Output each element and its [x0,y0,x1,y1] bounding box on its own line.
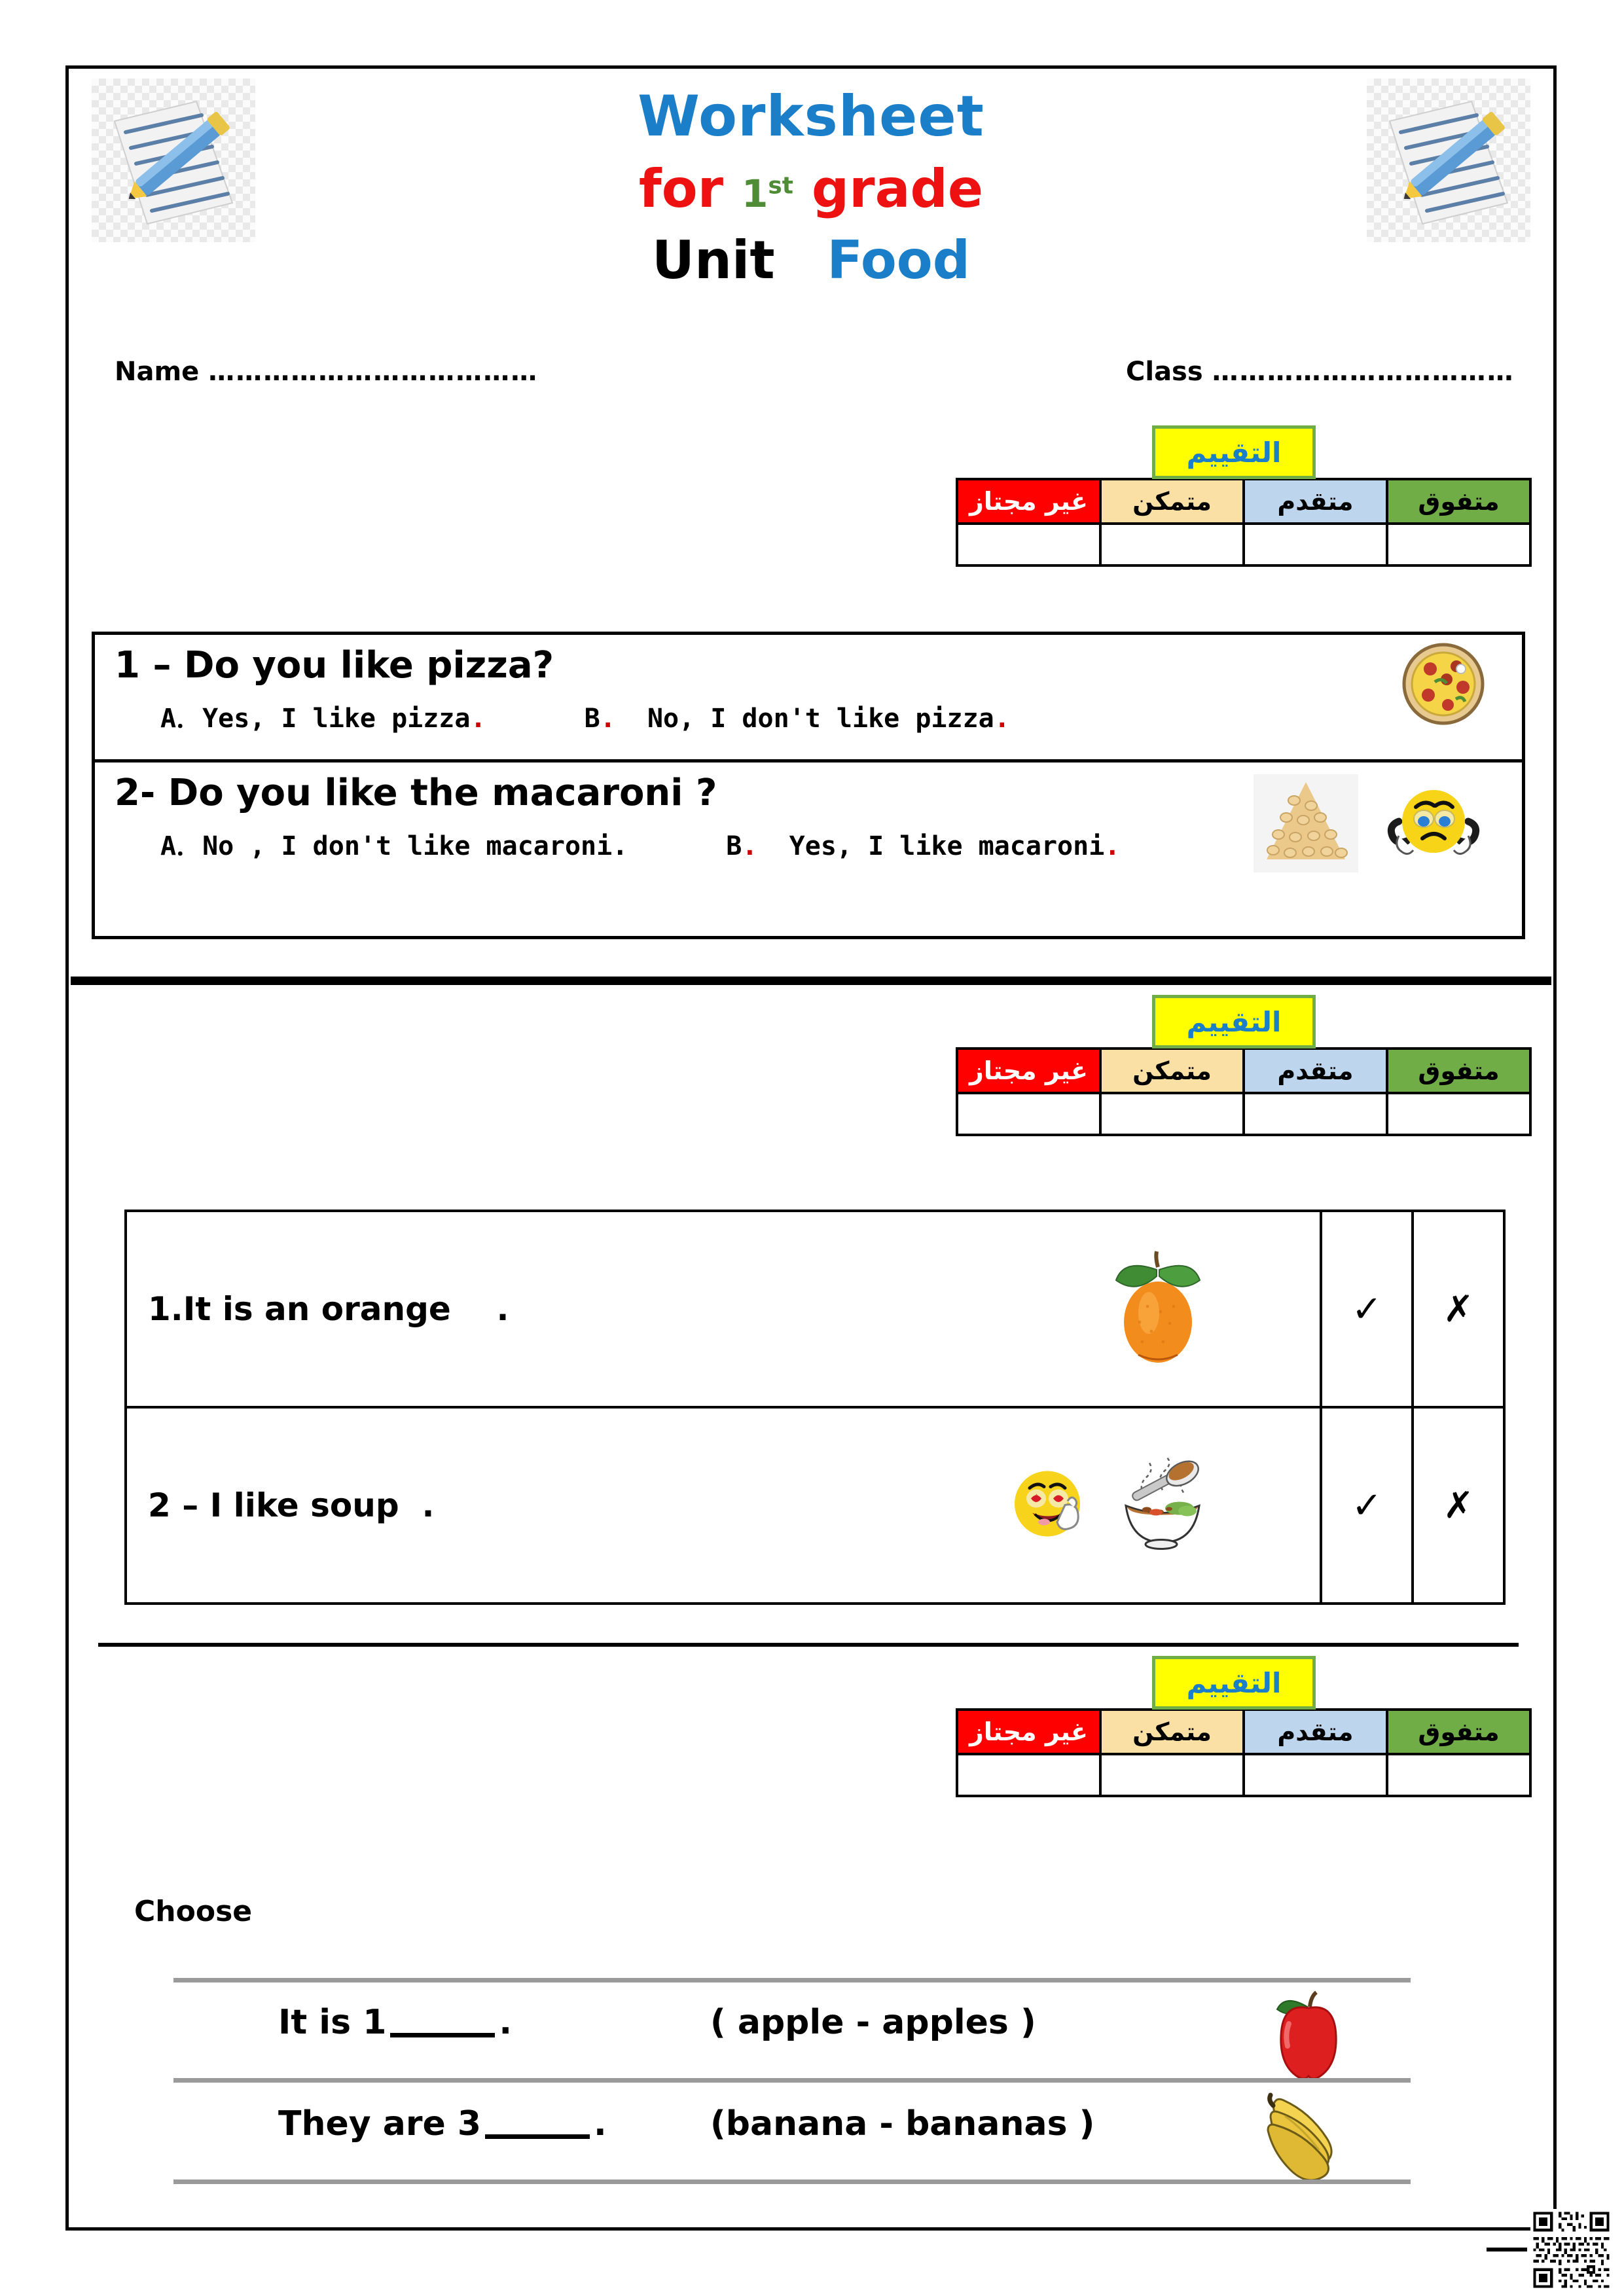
evaluation-mark-cell[interactable] [1100,1093,1244,1135]
evaluation-level-1[interactable]: متمكن [1100,479,1244,524]
tf-check-cell-1[interactable]: ✓ [1321,1211,1413,1407]
evaluation-mark-cell[interactable] [957,524,1100,565]
class-input-line[interactable]: …………………………… [1212,357,1515,387]
worksheet-title [72,72,1550,291]
name-field-group[interactable] [115,357,538,387]
class-field-group[interactable] [1126,357,1515,387]
title-for: for [638,158,724,219]
evaluation-mark-cell[interactable] [1387,524,1530,565]
evaluation-level-2[interactable]: متقدم [1244,479,1387,524]
evaluation-levels-row [957,1049,1530,1093]
tf-row2-images [1006,1455,1215,1556]
choose-blank-2[interactable] [485,2134,590,2139]
evaluation-marks-row [957,524,1530,565]
evaluation-level-0[interactable]: غير مجتاز [957,1049,1100,1093]
tf-statement-2: 2 – I like soup . [148,1486,435,1524]
apple-image [1267,1982,1352,2083]
table-row [126,1211,1504,1407]
evaluation-mark-cell[interactable] [957,1093,1100,1135]
evaluation-marks-row [957,1093,1530,1135]
evaluation-mark-cell[interactable] [1244,1093,1387,1135]
name-label: Name [115,357,200,387]
choose-rule-top [173,1978,1411,1982]
evaluation-marks-row [957,1754,1530,1796]
evaluation-level-2[interactable]: متقدم [1244,1049,1387,1093]
question-2-text: 2- Do you like the macaroni ? [115,772,717,814]
question-1-text: 1 – Do you like pizza? [115,644,554,687]
evaluation-caption: التقييم [1152,995,1316,1049]
choose-rule-middle [173,2078,1411,2083]
evaluation-level-1[interactable]: متمكن [1100,1049,1244,1093]
title-grade: grade [811,158,984,219]
question-box-section1 [92,632,1525,939]
evaluation-mark-cell[interactable] [1244,524,1387,565]
evaluation-mark-cell[interactable] [1244,1754,1387,1796]
page-header [72,72,1550,334]
table-row [126,1407,1504,1604]
bananas-image [1267,2083,1362,2185]
evaluation-level-3[interactable]: متفوق [1387,1710,1530,1754]
evaluation-mark-cell[interactable] [1387,1093,1530,1135]
choose-sentence-2[interactable]: They are 3 . [278,2104,607,2144]
tf-statement-1: 1.It is an orange . [148,1290,509,1328]
evaluation-mark-cell[interactable] [957,1754,1100,1796]
choose-options-2[interactable]: (banana - bananas ) [710,2104,1095,2144]
question-2-options [160,825,1120,863]
class-label: Class [1126,357,1203,387]
title-ordinal: 1st [741,171,793,216]
choose-options-1[interactable]: ( apple - apples ) [710,2003,1036,2042]
evaluation-caption: التقييم [1152,1656,1316,1710]
page-border [65,65,1557,2231]
question-1-option-b[interactable]: B. No, I don't like pizza. [584,704,1010,734]
orange-fruit-image [1100,1244,1215,1374]
happy-emoji-thumbs-up-image [1006,1458,1094,1553]
section-divider-2 [98,1643,1519,1647]
sad-emoji-thumbs-down-image [1384,781,1483,872]
tf-statement-cell-2 [126,1407,1321,1604]
evaluation-level-2[interactable]: متقدم [1244,1710,1387,1754]
evaluation-mark-cell[interactable] [1100,524,1244,565]
question-1-options: A．Yes, I like pizza. B. No, I don't like pizza. [160,704,1010,734]
tf-cross-cell-2[interactable]: ✗ [1413,1407,1504,1604]
tf-cross-cell-1[interactable]: ✗ [1413,1211,1504,1407]
evaluation-level-3[interactable]: متفوق [1387,1049,1530,1093]
choose-rule-bottom [173,2179,1411,2184]
tf-check-cell-2[interactable]: ✓ [1321,1407,1413,1604]
title-grade-line [72,158,1550,219]
soup-bowl-image [1110,1455,1215,1556]
title-unit-line [72,230,1550,291]
question-2-option-a[interactable]: A．No , I don't like macaroni. [160,831,628,861]
macaroni-image [1254,774,1358,876]
evaluation-level-1[interactable]: متمكن [1100,1710,1244,1754]
question-2-option-b[interactable]: B. Yes, I like macaroni. [726,831,1121,861]
title-unit-name: Food [827,230,971,291]
evaluation-mark-cell[interactable] [1387,1754,1530,1796]
qr-code-image [1530,2209,1612,2291]
evaluation-level-0[interactable]: غير مجتاز [957,479,1100,524]
title-worksheet: Worksheet [638,84,984,149]
evaluation-level-3[interactable]: متفوق [1387,479,1530,524]
evaluation-caption: التقييم [1152,425,1316,479]
evaluation-levels-row [957,1710,1530,1754]
evaluation-levels-row [957,479,1530,524]
pizza-image [1401,641,1486,730]
title-unit-label: Unit [651,230,775,291]
true-false-table [124,1210,1506,1605]
question-1-option-a[interactable]: A．Yes, I like pizza [160,704,471,734]
name-input-line[interactable]: ……………………………… [208,357,539,387]
choose-sentence-1[interactable]: It is 1 . [278,2003,513,2042]
qr-dash-line [1487,2248,1527,2251]
evaluation-level-0[interactable]: غير مجتاز [957,1710,1100,1754]
question-row-1 [95,635,1522,762]
choose-instruction: Choose [134,1895,253,1928]
choose-blank-1[interactable] [390,2033,495,2037]
section-divider-1 [71,977,1551,985]
evaluation-mark-cell[interactable] [1100,1754,1244,1796]
question-row-2 [95,762,1522,936]
tf-statement-cell-1 [126,1211,1321,1407]
